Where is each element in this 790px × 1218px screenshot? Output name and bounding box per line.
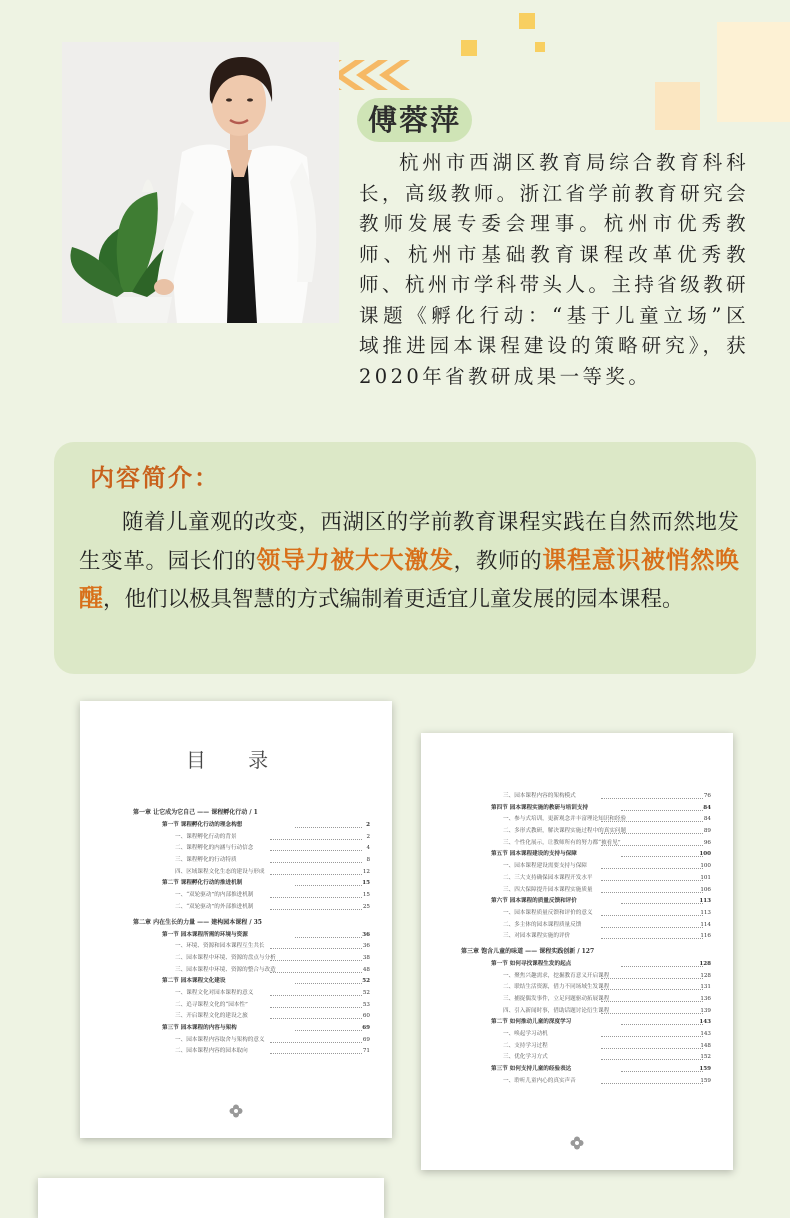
toc-entry-text: 一、课程孵化行动的背景 [175, 833, 237, 840]
toc-entry-text: 一、唤起学习动机 [503, 1031, 548, 1038]
toc-leader [295, 878, 362, 886]
toc-entry-text: 第三节 如何支持儿童的经验表达 [491, 1066, 572, 1073]
toc-leader [270, 965, 362, 973]
toc-row [80, 976, 392, 988]
toc-page-3 [38, 1178, 384, 1218]
toc-leader [270, 953, 362, 961]
toc-entry-text: 二、多形式教研，解决课程实施过程中的真实问题 [503, 828, 627, 835]
toc-entry-text: 四、引入新闻时事，借助话题讨论衍生课程 [503, 1007, 610, 1014]
toc-list [421, 791, 733, 1088]
toc-page-number: 152 [700, 1054, 711, 1061]
toc-leader [621, 1064, 703, 1072]
toc-leader [601, 885, 703, 893]
toc-page-number: 159 [699, 1066, 711, 1073]
toc-page-2 [421, 733, 733, 1170]
toc-row [80, 988, 392, 1000]
toc-leader [601, 982, 703, 990]
decor-block [655, 82, 700, 130]
toc-row [421, 959, 733, 971]
toc-page-number: 96 [703, 839, 711, 846]
toc-leader [270, 867, 362, 875]
toc-entry-text: 一、园本课程内容取舍与架构的意义 [175, 1036, 265, 1043]
toc-entry-text: 一、园本课程质量反馈和评价的意义 [503, 909, 593, 916]
toc-row [421, 982, 733, 994]
toc-entry-text: 一、园本课程建设需要支持与保障 [503, 863, 587, 870]
toc-row [421, 791, 733, 803]
toc-page-number: 113 [699, 898, 711, 905]
toc-leader [601, 931, 703, 939]
toc-row [80, 867, 392, 879]
toc-leader [270, 1046, 362, 1054]
toc-leader [601, 861, 703, 869]
toc-row [421, 908, 733, 920]
toc-entry-text: 一、“双轮驱动”的内部推进机制 [175, 892, 254, 899]
toc-page-number: 36 [362, 931, 370, 938]
toc-row [80, 902, 392, 914]
toc-leader [270, 890, 362, 898]
toc-row [421, 873, 733, 885]
toc-entry-text: 第一节 如何寻找课程生发的起点 [491, 960, 572, 967]
toc-page-number: 48 [362, 966, 370, 973]
toc-page-number: 69 [362, 1025, 370, 1031]
toc-entry-text: 一、环境、资源和园本课程互生共长 [175, 943, 265, 950]
toc-row [80, 941, 392, 953]
toc-page-number: 71 [362, 1048, 370, 1055]
toc-page-number: 128 [699, 960, 711, 967]
toc-row [421, 931, 733, 943]
toc-leader [270, 1011, 362, 1019]
intro-highlight: 领导力被大大激发 [256, 545, 454, 574]
intro-title: 内容简介： [90, 464, 220, 492]
toc-row [421, 803, 733, 815]
toc-entry-text: 一、参与式培训，更新观念并丰富理论知识和经验 [503, 816, 627, 823]
toc-page-number: 139 [700, 1007, 711, 1014]
toc-row [421, 896, 733, 908]
toc-leader [621, 959, 703, 967]
toc-row [421, 920, 733, 932]
toc-leader [601, 791, 703, 799]
toc-leader [295, 930, 362, 938]
toc-leader [601, 838, 703, 846]
toc-entry-text: 三、园本课程内容的架构模式 [503, 793, 576, 799]
toc-page-number: 100 [699, 851, 711, 858]
toc-entry-text: 三、四大保障提升园本课程实施质量 [503, 886, 593, 893]
author-bio: 杭州市西湖区教育局综合教育科科长，高级教师。浙江省学前教育研究会教师发展专委会理事。杭州市优秀教师、杭州市基础教育课程改革优秀教师、杭州市学科带头人。主持省级教研课题《孵化行动：“基于儿童立场”区域推进园本课程建设的策略研究》，获2020年省教研成果一等奖。 [359, 151, 749, 388]
toc-leader [295, 1023, 362, 1031]
toc-row [80, 916, 392, 930]
toc-entry-text: 二、三大支持确保园本课程开发水平 [503, 874, 593, 881]
toc-row [80, 965, 392, 977]
toc-row [421, 994, 733, 1006]
toc-entry-text: 三、个性化展示，让教师所有的努力都“被看见” [503, 839, 621, 846]
toc-entry-text: 二、园本课程中环境、资源的盘点与分析 [175, 954, 276, 961]
decor-square [519, 13, 535, 29]
toc-page-number: 52 [362, 989, 370, 996]
toc-row [421, 1076, 733, 1088]
toc-page-number: 2 [366, 822, 370, 828]
toc-page-number: 116 [700, 933, 711, 940]
toc-leader [270, 988, 362, 996]
toc-page-number: 15 [362, 880, 370, 887]
toc-entry-text: 二、“双轮驱动”的外部推进机制 [175, 903, 254, 910]
toc-page-number: 84 [703, 804, 711, 811]
toc-leader [601, 1052, 703, 1060]
toc-page-number: 2 [366, 833, 370, 840]
toc-page-number: 84 [703, 816, 711, 823]
toc-page-number: 159 [700, 1077, 711, 1084]
toc-leader [270, 941, 362, 949]
toc-row [80, 953, 392, 965]
toc-page-number: 136 [700, 996, 711, 1002]
toc-row [80, 1011, 392, 1023]
toc-row [80, 1000, 392, 1012]
toc-leader [601, 1029, 703, 1037]
toc-row [421, 1041, 733, 1053]
toc-entry-text: 第二节 课程孵化行动的推进机制 [162, 880, 243, 887]
toc-row [421, 814, 733, 826]
decor-block [717, 22, 790, 122]
toc-entry-text: 二、课程孵化的内涵与行动信念 [175, 845, 254, 852]
flower-icon [570, 1136, 584, 1150]
toc-entry-text: 二、支持学习过程 [503, 1042, 548, 1049]
toc-leader [601, 971, 703, 979]
decor-square [535, 42, 545, 52]
toc-row [80, 806, 392, 820]
toc-row [421, 861, 733, 873]
toc-entry-text: 二、联结生活资源，借力不同场域生发课程 [503, 984, 610, 991]
intro-highlight: 课程意识被悄然唤醒 [79, 545, 739, 612]
toc-entry-text: 一、聆听儿童内心的真实声音 [503, 1077, 576, 1084]
toc-leader [601, 1006, 703, 1014]
toc-row [421, 826, 733, 838]
toc-entry-text: 三、对园本课程实施的评价 [503, 933, 571, 940]
toc-entry-text: 四、区域课程文化生态的建设与形成 [175, 868, 265, 875]
toc-page-number: 131 [700, 984, 711, 991]
toc-row [421, 945, 733, 959]
intro-text-part: ，他们以极具智慧的方式编制着更适宜儿童发展的园本课程。 [103, 587, 684, 612]
toc-row [80, 820, 392, 832]
toc-page-number: 38 [362, 954, 370, 961]
toc-entry-text: 三、开启课程文化的建设之旅 [175, 1013, 248, 1020]
toc-page-number: 113 [700, 909, 711, 916]
toc-row [80, 855, 392, 867]
toc-entry-text: 一、聚焦兴趣需求，挖掘教育意义开启课程 [503, 972, 610, 979]
toc-page-number: 53 [362, 1001, 370, 1008]
toc-page-number: 15 [362, 892, 370, 899]
toc-page-number: 60 [362, 1013, 370, 1020]
toc-leader [601, 873, 703, 881]
toc-entry-text: 第三章 饱含儿童的味道 —— 课程实践创新 / 127 [461, 947, 595, 955]
toc-title: 目 录 [185, 748, 287, 772]
toc-entry-text: 二、追寻课程文化的“园本性” [175, 1001, 248, 1008]
toc-page-number: 143 [700, 1031, 711, 1038]
author-photo [62, 42, 339, 323]
toc-page-number: 36 [362, 943, 370, 950]
toc-page-number: 114 [700, 921, 711, 928]
toc-leader [270, 855, 362, 863]
toc-leader [601, 826, 703, 834]
toc-page-number: 52 [362, 978, 370, 985]
toc-page-number: 8 [366, 857, 370, 864]
toc-leader [601, 920, 703, 928]
toc-entry-text: 二、园本课程内容的园本取向 [175, 1048, 248, 1055]
toc-leader [270, 1035, 362, 1043]
toc-row [421, 885, 733, 897]
toc-entry-text: 第二节 园本课程文化建设 [162, 978, 226, 985]
toc-row [421, 1006, 733, 1018]
toc-page-number: 12 [362, 868, 370, 875]
toc-entry-text: 第五节 园本课程建设的支持与保障 [491, 851, 577, 858]
toc-row [421, 971, 733, 983]
toc-entry-text: 三、捕捉偶发事件，立足问题驱动拓展课程 [503, 996, 610, 1002]
toc-page-number: 76 [703, 793, 711, 799]
toc-page-number: 143 [699, 1019, 711, 1026]
toc-row [421, 1029, 733, 1041]
toc-page-number: 128 [700, 972, 711, 979]
toc-row [421, 838, 733, 850]
toc-entry-text: 第三节 园本课程的内容与架构 [162, 1025, 237, 1031]
toc-leader [621, 849, 703, 857]
toc-page-number: 106 [700, 886, 711, 893]
toc-entry-text: 一、课程文化对园本课程的意义 [175, 989, 254, 996]
toc-leader [270, 832, 362, 840]
toc-page-number: 4 [366, 845, 370, 852]
toc-list [80, 804, 392, 1058]
toc-leader [270, 902, 362, 910]
decor-square [461, 40, 477, 56]
toc-entry-text: 第六节 园本课程的质量反馈和评价 [491, 898, 577, 905]
toc-row [80, 890, 392, 902]
toc-row [80, 930, 392, 942]
toc-leader [295, 976, 362, 984]
toc-leader [270, 1000, 362, 1008]
toc-leader [601, 814, 703, 822]
toc-row [421, 849, 733, 861]
toc-page-number: 100 [700, 863, 711, 870]
intro-text [79, 505, 739, 619]
toc-row [80, 878, 392, 890]
toc-row [421, 1017, 733, 1029]
toc-leader [621, 1017, 703, 1025]
toc-entry-text: 第四节 园本课程实施的教研与培训支持 [491, 804, 589, 811]
toc-row [80, 1035, 392, 1047]
toc-leader [270, 843, 362, 851]
toc-leader [621, 896, 703, 904]
toc-page-number: 148 [700, 1042, 711, 1049]
toc-page-number: 69 [362, 1036, 370, 1043]
toc-page-1 [80, 701, 392, 1138]
toc-page-number: 101 [700, 874, 711, 881]
intro-text-part: 随着儿童观的改变，西湖区的学前教育课程实践在自然而然地发生变革。园长们的 [79, 510, 739, 574]
toc-row [421, 1052, 733, 1064]
toc-leader [601, 1076, 703, 1084]
toc-entry-text: 三、课程孵化的行动特质 [175, 857, 237, 864]
intro-text-part: ，教师的 [453, 548, 543, 574]
toc-entry-text: 三、园本课程中环境、资源的整合与改造 [175, 966, 276, 973]
toc-entry-text: 第二节 如何推动儿童的深度学习 [491, 1019, 572, 1026]
author-name: 傅蓉萍 [357, 98, 472, 142]
toc-row [80, 1046, 392, 1058]
toc-entry-text: 第一节 园本课程所需的环境与资源 [162, 931, 248, 938]
toc-row [80, 1023, 392, 1035]
toc-leader [601, 994, 703, 1002]
toc-entry-text: 三、优化学习方式 [503, 1054, 548, 1061]
toc-leader [621, 803, 703, 811]
toc-leader [295, 820, 362, 828]
toc-entry-text: 二、多主体的园本课程质量反馈 [503, 921, 582, 928]
toc-row [80, 832, 392, 844]
flower-icon [229, 1104, 243, 1118]
toc-entry-text: 第一章 让它成为它自己 —— 课程孵化行动 / 1 [133, 809, 258, 816]
toc-entry-text: 第二章 内在生长的力量 —— 建构园本课程 / 35 [133, 918, 262, 926]
toc-row [80, 843, 392, 855]
toc-page-number: 25 [362, 903, 370, 910]
toc-leader [601, 1041, 703, 1049]
toc-page-number: 89 [703, 828, 711, 835]
toc-entry-text: 第一节 课程孵化行动的理念构想 [162, 822, 243, 828]
toc-leader [601, 908, 703, 916]
toc-row [421, 1064, 733, 1076]
